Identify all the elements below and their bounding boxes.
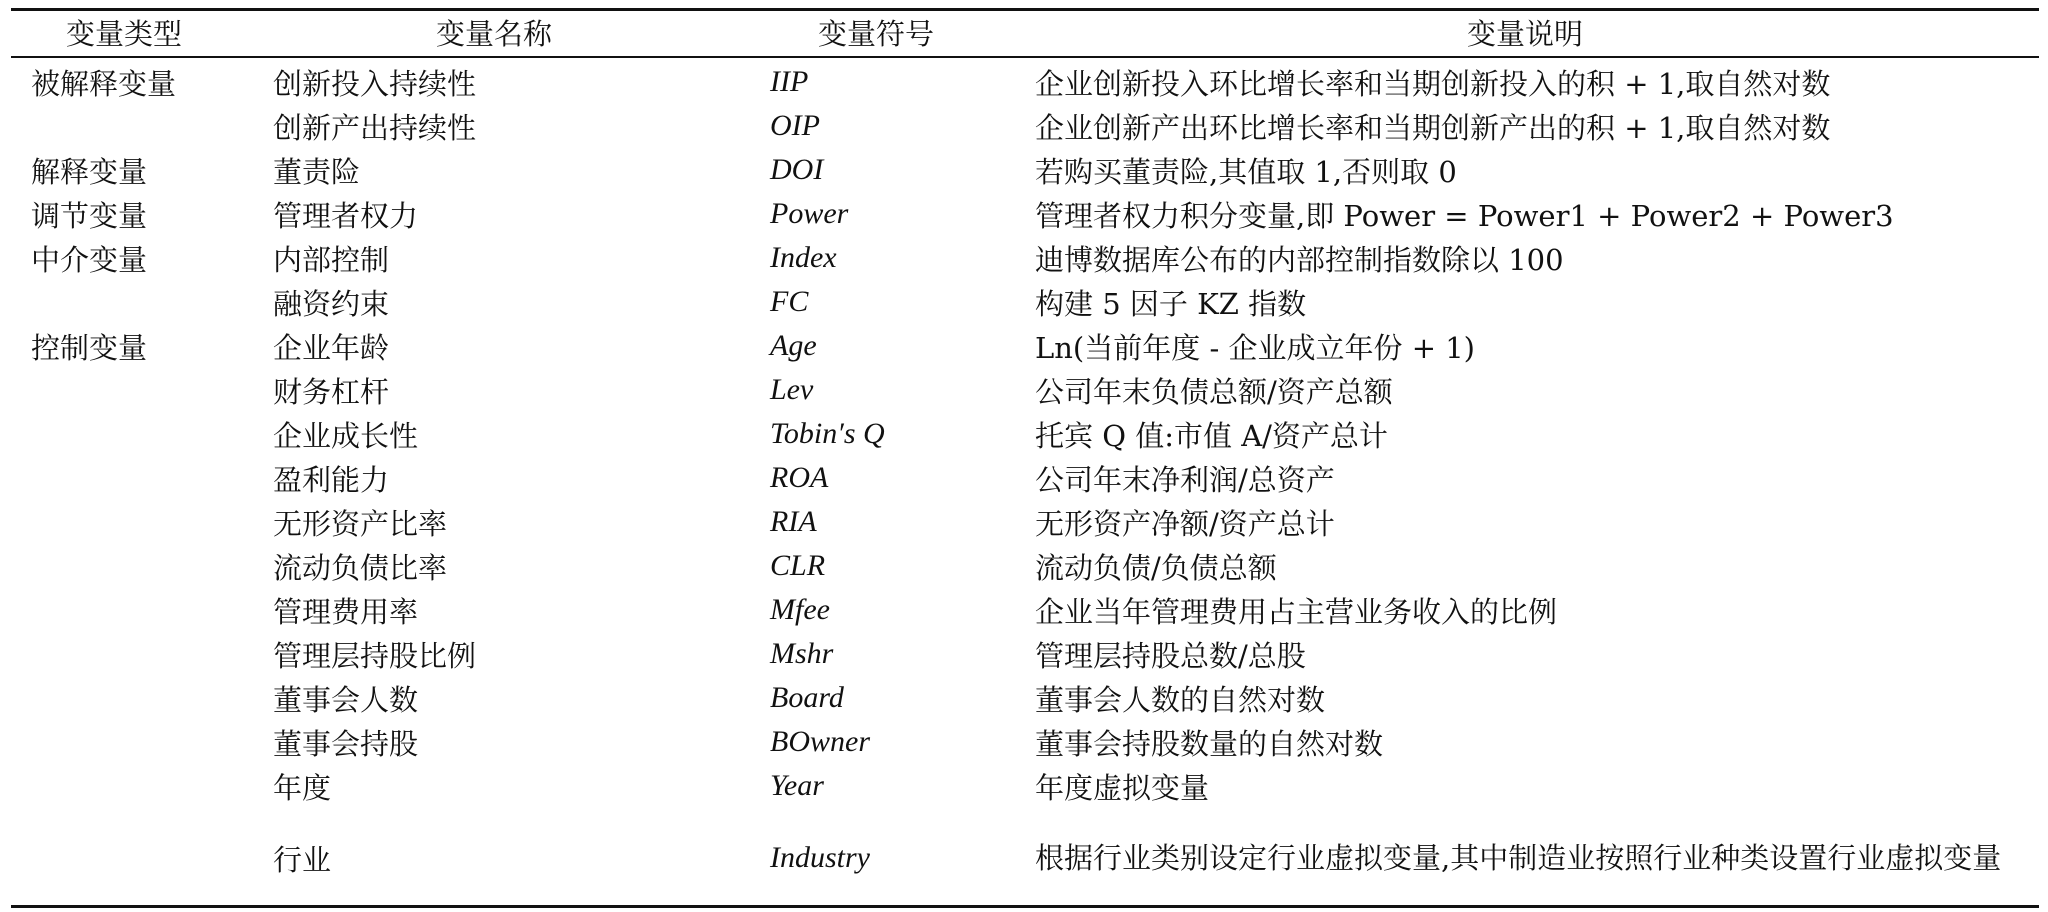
cell-variable-name: 管理费用率: [273, 594, 419, 629]
cell-variable-description: 构建 5 因子 KZ 指数: [1035, 286, 1307, 321]
cell-variable-name: 管理者权力: [273, 198, 419, 233]
table-row: [0, 236, 2048, 280]
cell-variable-name: 企业年龄: [273, 330, 390, 365]
cell-variable-description: 企业创新产出环比增长率和当期创新产出的积 + 1,取自然对数: [1035, 110, 1831, 145]
table-row: [0, 192, 2048, 236]
cell-variable-description: 管理层持股总数/总股: [1035, 638, 1306, 673]
table-row: [0, 632, 2048, 676]
cell-variable-symbol: Industry: [770, 841, 870, 874]
table-top-rule: [11, 8, 2039, 11]
cell-variable-name: 行业: [273, 842, 332, 877]
cell-variable-description: 迪博数据库公布的内部控制指数除以 100: [1035, 242, 1564, 277]
cell-variable-description: 公司年末负债总额/资产总额: [1035, 374, 1393, 409]
cell-variable-name: 财务杠杆: [273, 374, 390, 409]
table-row: [0, 60, 2048, 104]
cell-variable-symbol: Power: [770, 197, 849, 230]
cell-variable-symbol: Board: [770, 681, 844, 714]
cell-variable-description: 企业创新投入环比增长率和当期创新投入的积 + 1,取自然对数: [1035, 66, 1831, 101]
cell-variable-symbol: Mshr: [770, 637, 834, 670]
cell-variable-symbol: Lev: [770, 373, 814, 406]
header-variable-type: 变量类型: [66, 17, 183, 51]
cell-variable-description: 公司年末净利润/总资产: [1035, 462, 1335, 497]
cell-variable-name: 流动负债比率: [273, 550, 448, 585]
cell-variable-name: 董事会持股: [273, 726, 419, 761]
cell-variable-type: 控制变量: [31, 330, 148, 365]
table-row: [0, 720, 2048, 764]
cell-variable-symbol: BOwner: [770, 725, 870, 758]
cell-variable-name: 融资约束: [273, 286, 390, 321]
cell-variable-name: 年度: [273, 770, 332, 805]
cell-variable-symbol: Age: [770, 329, 817, 362]
cell-variable-type: 调节变量: [31, 198, 148, 233]
header-variable-symbol: 变量符号: [818, 17, 935, 51]
cell-variable-symbol: ROA: [770, 461, 829, 494]
cell-variable-name: 内部控制: [273, 242, 390, 277]
cell-variable-name: 创新产出持续性: [273, 110, 477, 145]
header-variable-name: 变量名称: [436, 17, 553, 51]
cell-variable-symbol: OIP: [770, 109, 820, 142]
cell-variable-symbol: Mfee: [770, 593, 830, 626]
cell-variable-description: 董事会持股数量的自然对数: [1035, 726, 1384, 761]
cell-variable-name: 管理层持股比例: [273, 638, 477, 673]
table-row: [0, 588, 2048, 632]
cell-variable-type: 被解释变量: [31, 66, 177, 101]
table-row: [0, 456, 2048, 500]
cell-variable-symbol: IIP: [770, 65, 809, 98]
table-row: [0, 544, 2048, 588]
cell-variable-type: 中介变量: [31, 242, 148, 277]
table-bottom-rule: [11, 905, 2039, 908]
header-variable-description: 变量说明: [1467, 17, 1584, 51]
cell-variable-name: 无形资产比率: [273, 506, 448, 541]
table-row: [0, 368, 2048, 412]
cell-variable-name: 创新投入持续性: [273, 66, 477, 101]
table-row: [0, 148, 2048, 192]
table-row: [0, 815, 2048, 901]
cell-variable-symbol: DOI: [770, 153, 824, 186]
cell-variable-name: 董责险: [273, 154, 361, 189]
cell-variable-description: 年度虚拟变量: [1035, 770, 1210, 805]
cell-variable-description: Ln(当前年度 - 企业成立年份 + 1): [1035, 330, 1475, 365]
cell-variable-description: 企业当年管理费用占主营业务收入的比例: [1035, 594, 1558, 629]
table-row: [0, 764, 2048, 808]
cell-variable-description: 管理者权力积分变量,即 Power = Power1 + Power2 + Power3: [1035, 198, 1894, 233]
cell-variable-symbol: Tobin′s Q: [770, 417, 885, 450]
cell-variable-description: 流动负债/负债总额: [1035, 550, 1277, 585]
cell-variable-description: 若购买董责险,其值取 1,否则取 0: [1035, 154, 1457, 189]
cell-variable-symbol: CLR: [770, 549, 826, 582]
table-row: [0, 324, 2048, 368]
cell-variable-symbol: RIA: [770, 505, 817, 538]
table-row: [0, 280, 2048, 324]
table-row: [0, 104, 2048, 148]
cell-variable-description: 根据行业类别设定行业虚拟变量,其中制造业按照行业种类设置行业虚拟变量: [1035, 841, 2002, 875]
cell-variable-symbol: Index: [770, 241, 837, 274]
table-header-rule: [11, 56, 2039, 58]
cell-variable-description: 托宾 Q 值:市值 A/资产总计: [1035, 418, 1388, 453]
table-row: [0, 500, 2048, 544]
cell-variable-name: 盈利能力: [273, 462, 390, 497]
cell-variable-description: 董事会人数的自然对数: [1035, 682, 1326, 717]
cell-variable-name: 董事会人数: [273, 682, 419, 717]
cell-variable-name: 企业成长性: [273, 418, 419, 453]
cell-variable-description: 无形资产净额/资产总计: [1035, 506, 1335, 541]
cell-variable-symbol: Year: [770, 769, 824, 802]
table-row: [0, 412, 2048, 456]
cell-variable-type: 解释变量: [31, 154, 148, 189]
cell-variable-symbol: FC: [770, 285, 809, 318]
table-row: [0, 676, 2048, 720]
